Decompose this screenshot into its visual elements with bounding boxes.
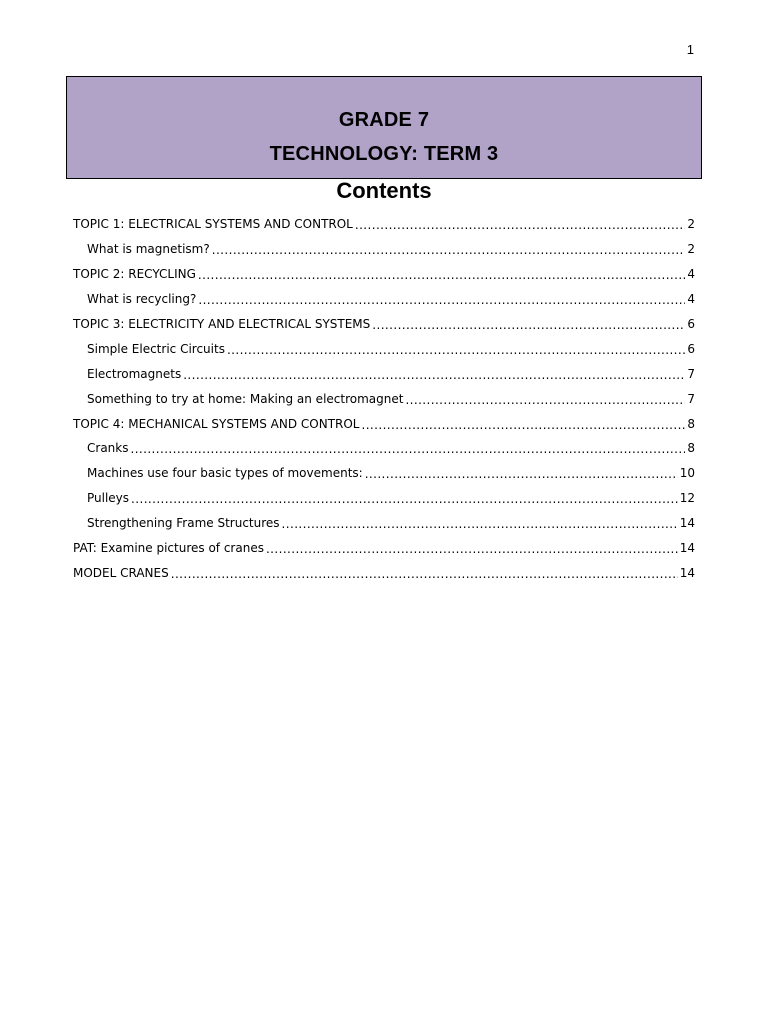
subject-term-title: TECHNOLOGY: TERM 3: [269, 143, 499, 165]
toc-entry-title: Strengthening Frame Structures: [87, 516, 280, 531]
toc-entry[interactable]: [73, 511, 695, 536]
toc-entry-page: 14: [679, 541, 695, 556]
toc-entry-page: 7: [687, 391, 695, 406]
toc-entry[interactable]: [73, 536, 695, 561]
toc-entry-title: TOPIC 2: RECYCLING: [73, 267, 196, 282]
toc-dot-leader: [171, 568, 678, 580]
toc-entry-title: Machines use four basic types of movements:: [87, 466, 363, 481]
toc-entry[interactable]: [73, 287, 695, 312]
toc-entry-page: 6: [687, 341, 695, 356]
toc-entry[interactable]: [73, 262, 695, 287]
toc-entry-title: Pulleys: [87, 491, 130, 506]
toc-entry-page: 14: [679, 565, 695, 580]
toc-entry[interactable]: [73, 312, 695, 337]
page-number: 1: [686, 42, 694, 57]
toc-dot-leader: [183, 369, 685, 381]
toc-entry-page: 14: [679, 516, 695, 531]
toc-entry-title: TOPIC 3: ELECTRICITY AND ELECTRICAL SYSTEMS: [73, 317, 371, 331]
toc-entry[interactable]: [73, 411, 695, 436]
toc-dot-leader: [405, 394, 685, 406]
toc-entry-page: 8: [687, 441, 695, 456]
toc-dot-leader: [227, 344, 685, 356]
toc-dot-leader: [282, 518, 678, 530]
toc-entry[interactable]: [73, 461, 695, 486]
toc-entry-title: Something to try at home: Making an electromagnet: [87, 391, 404, 406]
toc-dot-leader: [362, 419, 686, 431]
toc-entry-title: What is magnetism?: [87, 242, 210, 257]
toc-dot-leader: [372, 319, 685, 331]
toc-dot-leader: [198, 294, 685, 306]
title-banner: [66, 76, 702, 179]
toc-entry-page: 10: [679, 466, 695, 481]
toc-entry-page: 4: [687, 267, 695, 282]
toc-entry[interactable]: [73, 361, 695, 386]
toc-entry[interactable]: [73, 436, 695, 461]
toc-entry-title: TOPIC 4: MECHANICAL SYSTEMS AND CONTROL: [73, 416, 360, 431]
toc-dot-leader: [266, 543, 678, 555]
toc-entry-page: 6: [687, 317, 695, 331]
toc-entry-title: TOPIC 1: ELECTRICAL SYSTEMS AND CONTROL: [73, 217, 353, 232]
toc-entry-page: 4: [687, 292, 695, 307]
toc-entry[interactable]: [73, 336, 695, 361]
toc-entry[interactable]: [73, 486, 695, 511]
toc-dot-leader: [365, 468, 678, 480]
toc-dot-leader: [131, 493, 678, 505]
toc-entry-title: Simple Electric Circuits: [87, 341, 225, 356]
toc-dot-leader: [198, 269, 685, 281]
toc-entry-page: 12: [679, 491, 695, 506]
toc-entry-title: What is recycling?: [87, 292, 197, 307]
toc-entry-page: 2: [687, 217, 695, 232]
toc-entry-title: Cranks: [87, 441, 129, 456]
toc-dot-leader: [130, 443, 685, 455]
toc-entry-page: 2: [687, 242, 695, 257]
table-of-contents: [73, 212, 695, 585]
toc-entry-title: PAT: Examine pictures of cranes: [73, 541, 264, 556]
toc-entry[interactable]: [73, 212, 695, 237]
toc-entry-page: 8: [687, 416, 695, 431]
contents-heading: Contents: [336, 178, 432, 203]
toc-dot-leader: [212, 244, 686, 256]
grade-title: GRADE 7: [338, 109, 430, 131]
toc-entry-title: MODEL CRANES: [73, 565, 169, 580]
toc-entry-title: Electromagnets: [87, 366, 182, 381]
toc-entry[interactable]: [73, 560, 695, 585]
toc-entry[interactable]: [73, 237, 695, 262]
toc-entry[interactable]: [73, 386, 695, 411]
toc-entry-page: 7: [687, 366, 695, 381]
toc-dot-leader: [355, 219, 685, 231]
